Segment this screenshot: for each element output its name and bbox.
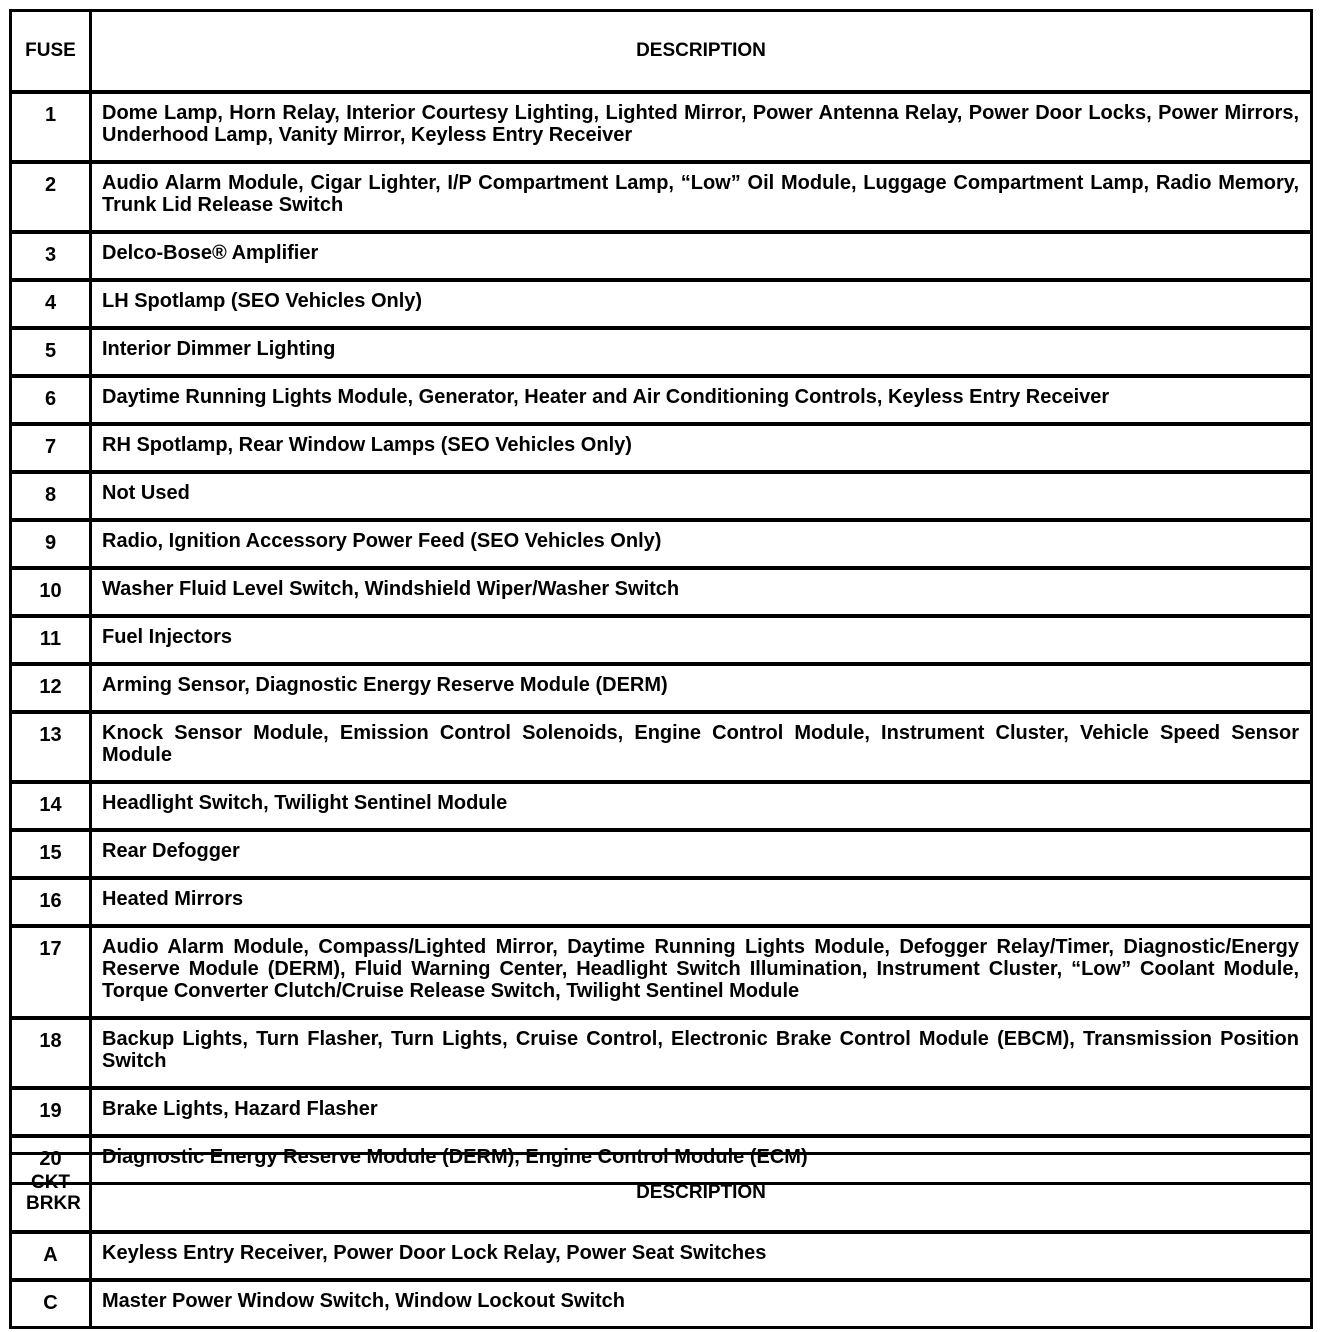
fuse-description: Audio Alarm Module, Compass/Lighted Mirror, Daytime Running Lights Module, Defogger Relay/Timer, Diagnostic/Energy Reserve Module (DERM), Fluid Warning Center, Headlight Switch Illumination, Instrument Cluster, “Low” Coolant Module, Torque Converter Clutch/Cruise Release Switch, Twilight Sentinel Module: [92, 928, 1310, 1020]
fuse-description: Not Used: [92, 474, 1310, 522]
fuse-number: 16: [12, 880, 92, 928]
table-row: [12, 522, 1310, 570]
fuse-number: 11: [12, 618, 92, 666]
fuse-number: 3: [12, 234, 92, 282]
fuse-number: 5: [12, 330, 92, 378]
circuit-breaker-table: [9, 1152, 1313, 1329]
fuse-description: Dome Lamp, Horn Relay, Interior Courtesy Lighting, Lighted Mirror, Power Antenna Relay, Power Door Locks, Power Mirrors, Underhood Lamp, Vanity Mirror, Keyless Entry Receiver: [92, 94, 1310, 164]
fuse-description: Fuel Injectors: [92, 618, 1310, 666]
fuse-number: 12: [12, 666, 92, 714]
breaker-description: Master Power Window Switch, Window Lockout Switch: [102, 1290, 625, 1312]
fuse-number: 13: [12, 714, 92, 784]
table-row: [12, 832, 1310, 880]
fuse-description: LH Spotlamp (SEO Vehicles Only): [92, 282, 1310, 330]
table-row: [12, 94, 1310, 164]
fuse-description: Brake Lights, Hazard Flasher: [92, 1090, 1310, 1138]
fuse-number: 10: [12, 570, 92, 618]
fuse-description: Audio Alarm Module, Cigar Lighter, I/P Compartment Lamp, “Low” Oil Module, Luggage Compartment Lamp, Radio Memory, Trunk Lid Release Switch: [92, 164, 1310, 234]
fuse-number: 15: [12, 832, 92, 880]
description-column-header: DESCRIPTION: [92, 1155, 1310, 1234]
fuse-number: 2: [12, 164, 92, 234]
description-column-header: DESCRIPTION: [92, 12, 1310, 94]
fuse-description: Backup Lights, Turn Flasher, Turn Lights, Cruise Control, Electronic Brake Control Module (EBCM), Transmission Position Switch: [92, 1020, 1310, 1090]
table-row: [12, 282, 1310, 330]
table-row: [12, 330, 1310, 378]
fuse-number: 18: [12, 1020, 92, 1090]
fuse-number: 9: [12, 522, 92, 570]
fuse-description: Daytime Running Lights Module, Generator, Heater and Air Conditioning Controls, Keyless Entry Receiver: [92, 378, 1310, 426]
breaker-description: Keyless Entry Receiver, Power Door Lock Relay, Power Seat Switches: [92, 1234, 1310, 1282]
fuse-number: 4: [12, 282, 92, 330]
fuse-description: Knock Sensor Module, Emission Control Solenoids, Engine Control Module, Instrument Cluster, Vehicle Speed Sensor Module: [92, 714, 1310, 784]
fuse-number: 20: [12, 1138, 92, 1182]
ckt-brkr-column-header: CKT BRKR: [12, 1155, 92, 1234]
fuse-description: Radio, Ignition Accessory Power Feed (SEO Vehicles Only): [92, 522, 1310, 570]
fuse-description: Rear Defogger: [92, 832, 1310, 880]
table-row: [12, 164, 1310, 234]
fuse-table-header: [12, 12, 1310, 94]
fuse-description: Arming Sensor, Diagnostic Energy Reserve Module (DERM): [92, 666, 1310, 714]
fuse-description: Headlight Switch, Twilight Sentinel Module: [92, 784, 1310, 832]
fuse-number: 8: [12, 474, 92, 522]
table-row: [12, 570, 1310, 618]
table-row: [12, 1020, 1310, 1090]
fuse-number: 7: [12, 426, 92, 474]
fuse-description: RH Spotlamp, Rear Window Lamps (SEO Vehicles Only): [92, 426, 1310, 474]
breaker-id: C: [12, 1282, 92, 1326]
fuse-number: 14: [12, 784, 92, 832]
table-row: [12, 426, 1310, 474]
table-row: [12, 234, 1310, 282]
fuse-description: Diagnostic Energy Reserve Module (DERM), Engine Control Module (ECM): [102, 1146, 808, 1168]
fuse-description: Heated Mirrors: [92, 880, 1310, 928]
table-row: [12, 618, 1310, 666]
fuse-description: Delco-Bose® Amplifier: [92, 234, 1310, 282]
circuit-breaker-table-header: [12, 1155, 1310, 1234]
fuse-number: 6: [12, 378, 92, 426]
table-row: [12, 1090, 1310, 1138]
breaker-id: A: [12, 1234, 92, 1282]
table-row: [12, 378, 1310, 426]
fuse-description: Washer Fluid Level Switch, Windshield Wiper/Washer Switch: [92, 570, 1310, 618]
fuse-number: 19: [12, 1090, 92, 1138]
fuse-table: [9, 9, 1313, 1185]
fuse-description: Interior Dimmer Lighting: [92, 330, 1310, 378]
table-row: [12, 784, 1310, 832]
fuse-number: 17: [12, 928, 92, 1020]
table-row: [12, 880, 1310, 928]
table-row: [12, 1282, 1310, 1326]
table-row: [12, 1234, 1310, 1282]
table-row: [12, 666, 1310, 714]
table-row: [12, 474, 1310, 522]
fuse-column-header: FUSE: [12, 12, 92, 94]
table-row: [12, 928, 1310, 1020]
table-row: [12, 714, 1310, 784]
fuse-number: 1: [12, 94, 92, 164]
